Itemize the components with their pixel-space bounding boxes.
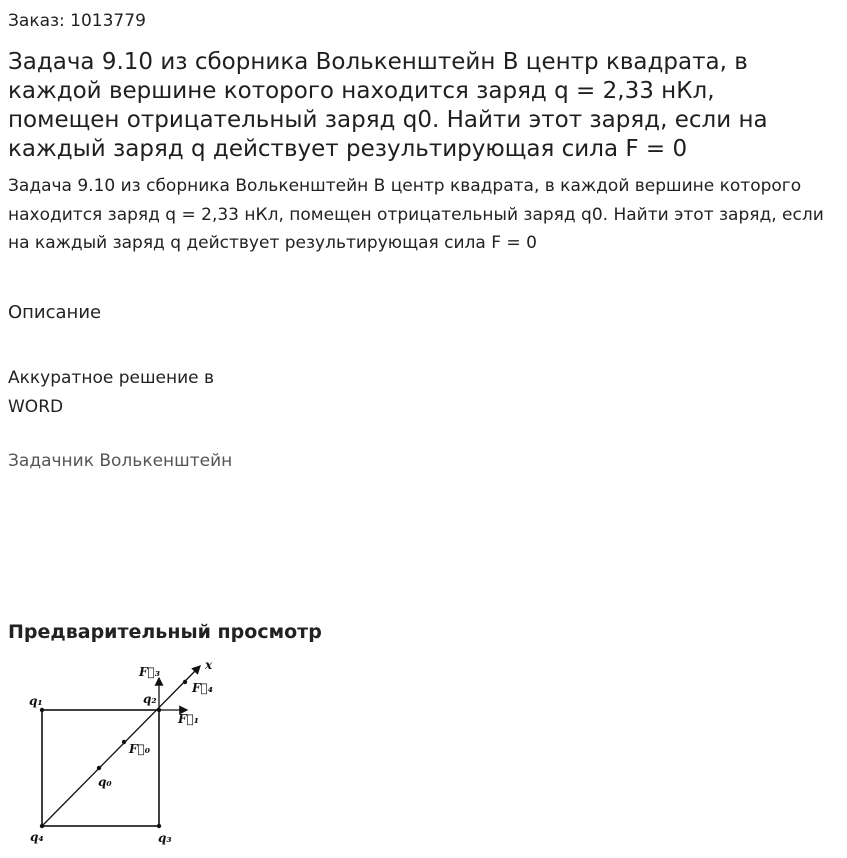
label-q4: q₄ [30,830,44,844]
x-axis-line [42,666,200,826]
label-f3: F⃗₃ [139,665,160,679]
charge-q4-dot [40,824,44,828]
charge-q0-dot [97,766,101,770]
label-q1: q₁ [29,694,43,708]
label-f1: F⃗₁ [178,712,199,726]
charge-q1-dot [40,708,44,712]
description-heading: Описание [8,302,102,323]
label-f4: F⃗₄ [192,681,213,695]
label-f0: F⃗₀ [129,742,150,756]
preview-figure [22,655,222,850]
tag-link-volkenstein[interactable]: Задачник Волькенштейн [8,451,233,471]
f4-point-dot [183,680,187,684]
f0-point-dot [122,740,126,744]
label-x: x [205,658,213,672]
task-text: Задача 9.10 из сборника Волькенштейн В центр квадрата, в каждой вершине которого находится заряд q = 2,33 нКл, помещен отрицательный заряд q0. Найти этот заряд, если на каждый заряд q действует результирующая сила F = 0 [8,176,824,253]
description-text: Аккуратное решение в WORD [8,368,215,417]
charge-q2-dot [157,708,161,712]
charge-q3-dot [157,824,161,828]
preview-heading: Предварительный просмотр [8,621,322,643]
page-title: Задача 9.10 из сборника Волькенштейн В центр квадрата, в каждой вершине которого находится заряд q = 2,33 нКл, помещен отрицательный заряд q0. Найти этот заряд, если на каждый заряд q действует результирующая сила F = 0 [8,49,768,162]
square-charges-diagram [22,655,222,850]
label-q0: q₀ [98,775,112,789]
label-q3: q₃ [158,831,172,845]
label-q2: q₂ [143,692,157,706]
order-number: Заказ: 1013779 [8,11,146,31]
